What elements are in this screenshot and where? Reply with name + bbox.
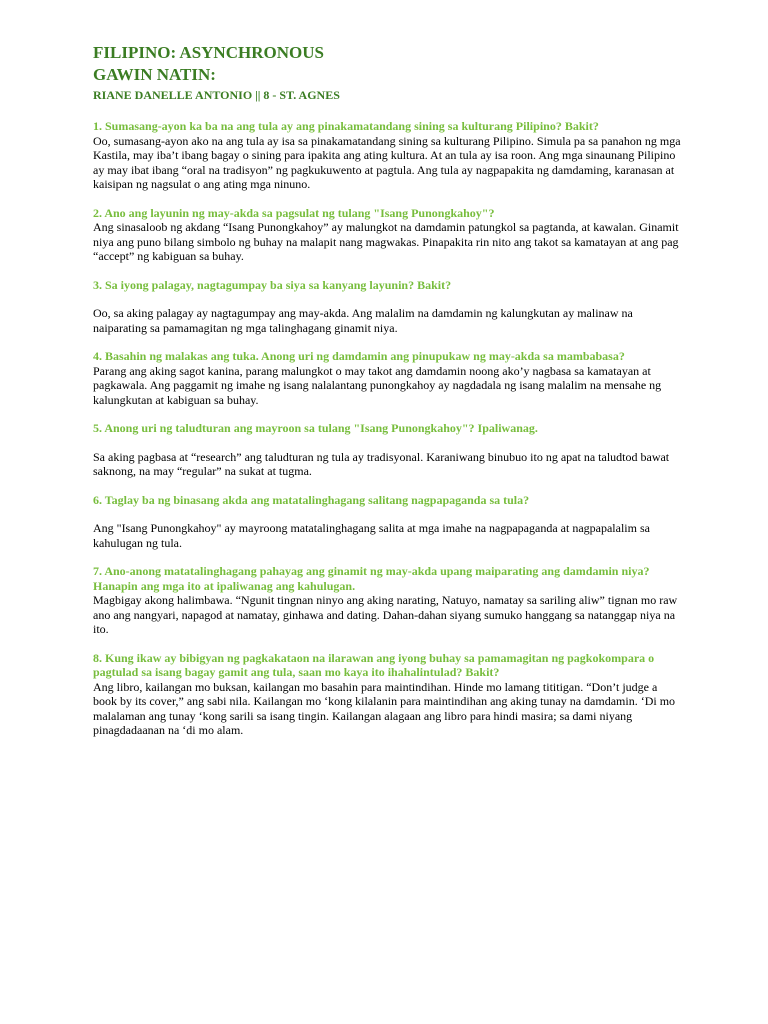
question-text: 7. Ano-anong matatalinghagang pahayag ang ginamit ng may-akda upang maiparating ang damdamin niya? Hanapin ang mga ito at ipaliwanag ang kahulugan. xyxy=(93,564,650,593)
author-line: RIANE DANELLE ANTONIO || 8 - ST. AGNES xyxy=(93,88,340,102)
answer-text: Magbigay akong halimbawa. “Ngunit tingnan ninyo ang aking narating, Natuyo, namatay sa sariling aliw” tignan mo raw ano ang nangyari, napagod at namatay, ginhawa and dating. Dahan-dahan siyang sumuko hanggang sa natanggap niya na ito. xyxy=(93,593,678,636)
answer-text: Oo, sumasang-ayon ako na ang tula ay isa sa pinakamatandang sining sa kulturang Pilipino. Simula pa sa panahon ng mga Kastila, may iba’t ibang bagay o sining para ipakita ang ating kultura. At an tula ay isa roon. Ang mga sinaunang Pilipino ay may ibat ibang “oral na tradisyon” ng pagkukuwento at pagtula. Ang tula ay nagpapakita ng damdaming, karanasan at kaisipan ng nagsulat o ang ating mga ninuno. xyxy=(93,133,681,191)
qa-item-6 xyxy=(93,493,683,551)
answer-text: Parang ang aking sagot kanina, parang malungkot o may takot ang damdamin noong ako’y nagbasa sa kamatayan at pagkawala. Ang paggamit ng imahe ng isang nalalantang punongkahoy ay nagdadala ng isang malalim na mensahe ng kalungkutan at kabiguan sa buhay. xyxy=(93,363,662,407)
document-page xyxy=(93,42,683,738)
question-text: 6. Taglay ba ng binasang akda ang matatalinghagang salitang nagpapaganda sa tula? xyxy=(93,492,530,507)
answer-text: Ang "Isang Punongkahoy" ay mayroong matatalinghagang salita at mga imahe na nagpapaganda at nagpapalalim sa kahulugan ng tula. xyxy=(93,521,650,550)
qa-item-4 xyxy=(93,349,683,407)
qa-item-3 xyxy=(93,278,683,336)
question-text: 5. Anong uri ng taludturan ang mayroon sa tulang "Isang Punongkahoy"? Ipaliwanag. xyxy=(93,421,538,435)
qa-item-2 xyxy=(93,206,683,264)
qa-item-5 xyxy=(93,421,683,479)
answer-text: Oo, sa aking palagay ay nagtagumpay ang may-akda. Ang malalim na damdamin ng kalungkutan ay malinaw na naiparating sa pamamagitan ng mga talinghagang ginamit niya. xyxy=(93,306,633,335)
answer-text: Ang libro, kailangan mo buksan, kailangan mo basahin para maintindihan. Hinde mo lamang tititigan. “Don’t judge a book by its cover,” ang sabi nila. Kailangan mo ‘kong kilalanin para maintindihan ang aking tunay na damdamin. ‘Di mo malalaman ang tunay ‘kong sarili sa isang tingin. Kailangan alagaan ang libro para hindi masira; sa dami niyang pinagdadaanan na ‘di mo alam. xyxy=(93,679,676,737)
question-text: 4. Basahin ng malakas ang tuka. Anong uri ng damdamin ang pinupukaw ng may-akda sa mambabasa? xyxy=(93,349,625,363)
document-subtitle: GAWIN NATIN: xyxy=(93,65,216,84)
question-text: 8. Kung ikaw ay bibigyan ng pagkakataon na ilarawan ang iyong buhay sa pamamagitan ng pagkokompara o pagtulad sa isang bagay gamit ang tula, saan mo kaya ito ihahalintulad? Bakit? xyxy=(93,650,655,679)
question-text: 3. Sa iyong palagay, nagtagumpay ba siya sa kanyang layunin? Bakit? xyxy=(93,277,452,292)
qa-item-8 xyxy=(93,651,683,738)
qa-item-1 xyxy=(93,119,683,192)
document-title: FILIPINO: ASYNCHRONOUS xyxy=(93,43,324,62)
qa-item-7 xyxy=(93,564,683,637)
answer-text: Sa aking pagbasa at “research” ang taludturan ng tula ay tradisyonal. Karaniwang binubuo ito ng apat na taludtod bawat saknong, na may “regular” na sukat at tugma. xyxy=(93,449,670,478)
question-text: 2. Ano ang layunin ng may-akda sa pagsulat ng tulang "Isang Punongkahoy"? xyxy=(93,205,495,220)
answer-text: Ang sinasaloob ng akdang “Isang Punongkahoy” ay malungkot na damdamin patungkol sa pagtanda, at kawalan. Ginamit niya ang puno bilang simbolo ng buhay na malapit nang magwakas. Pinapakita rin nito ang takot sa kamatayan at ang pag “accept” ng kabiguan sa buhay. xyxy=(93,220,679,263)
question-text: 1. Sumasang-ayon ka ba na ang tula ay ang pinakamatandang sining sa kulturang Pilipino? Bakit? xyxy=(93,119,599,133)
